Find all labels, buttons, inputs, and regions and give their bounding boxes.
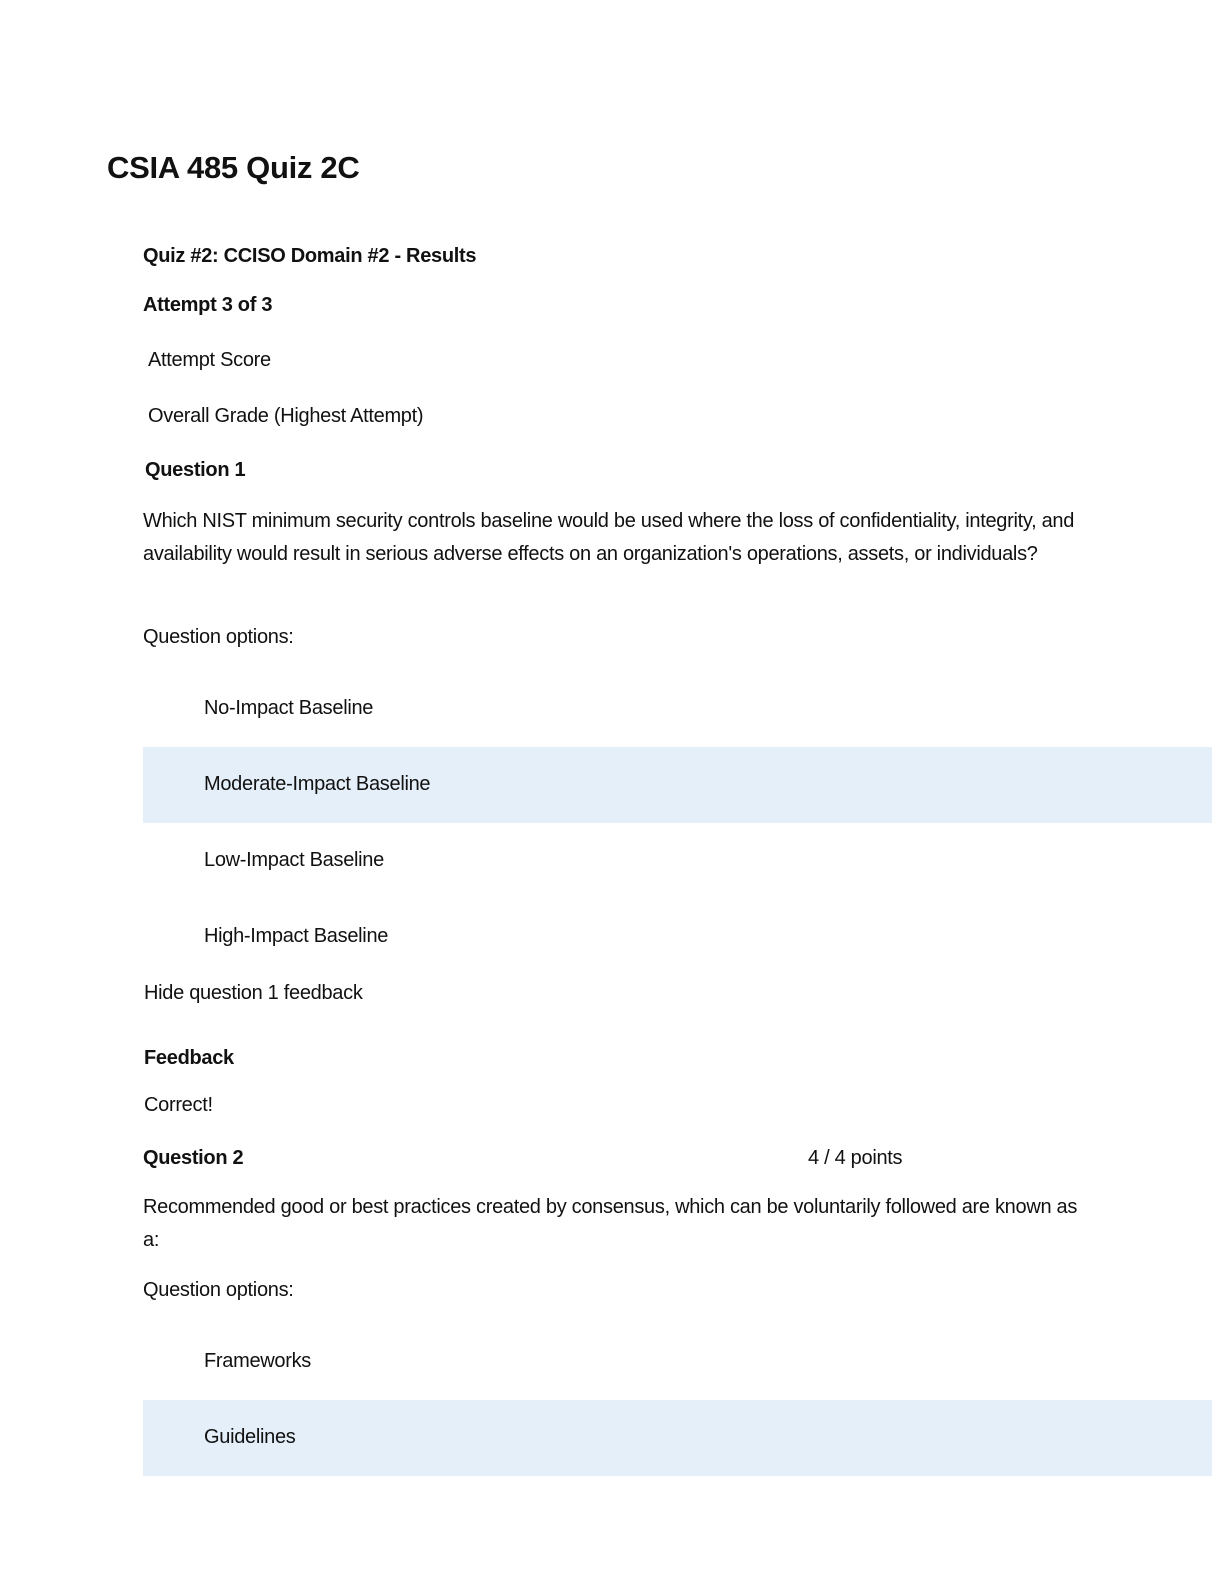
hide-feedback-link[interactable]: Hide question 1 feedback <box>144 982 363 1004</box>
option-label: Frameworks <box>204 1350 312 1372</box>
option-row[interactable] <box>143 1324 1212 1400</box>
overall-grade-label: Overall Grade (Highest Attempt) <box>148 405 424 427</box>
feedback-heading: Feedback <box>144 1047 234 1069</box>
option-row-selected[interactable] <box>143 747 1212 823</box>
option-row-selected[interactable] <box>143 1400 1212 1476</box>
option-row[interactable] <box>143 823 1212 899</box>
question-heading: Question 2 <box>143 1147 244 1169</box>
question-heading: Question 1 <box>145 459 246 481</box>
quiz-title: Quiz #2: CCISO Domain #2 - Results <box>143 245 477 267</box>
option-label: Low-Impact Baseline <box>204 849 384 871</box>
attempt-score-label: Attempt Score <box>148 349 271 371</box>
option-label: Guidelines <box>204 1426 296 1448</box>
option-label: Moderate-Impact Baseline <box>204 773 431 795</box>
question-options-label: Question options: <box>143 626 294 648</box>
attempt-number: Attempt 3 of 3 <box>143 294 273 316</box>
question-text: Recommended good or best practices created by consensus, which can be voluntarily followed are known as a: <box>143 1196 1078 1251</box>
option-label: No-Impact Baseline <box>204 697 374 719</box>
question-options-label: Question options: <box>143 1279 294 1301</box>
feedback-text: Correct! <box>144 1094 213 1116</box>
page-title: CSIA 485 Quiz 2C <box>107 150 360 185</box>
option-row[interactable] <box>143 899 1212 975</box>
question-points: 4 / 4 points <box>808 1147 903 1169</box>
option-row[interactable] <box>143 671 1212 747</box>
option-label: High-Impact Baseline <box>204 925 389 947</box>
question-text: Which NIST minimum security controls baseline would be used where the loss of confidentiality, integrity, and availability would result in serious adverse effects on an organization's operations, assets, or individuals? <box>143 510 1075 565</box>
